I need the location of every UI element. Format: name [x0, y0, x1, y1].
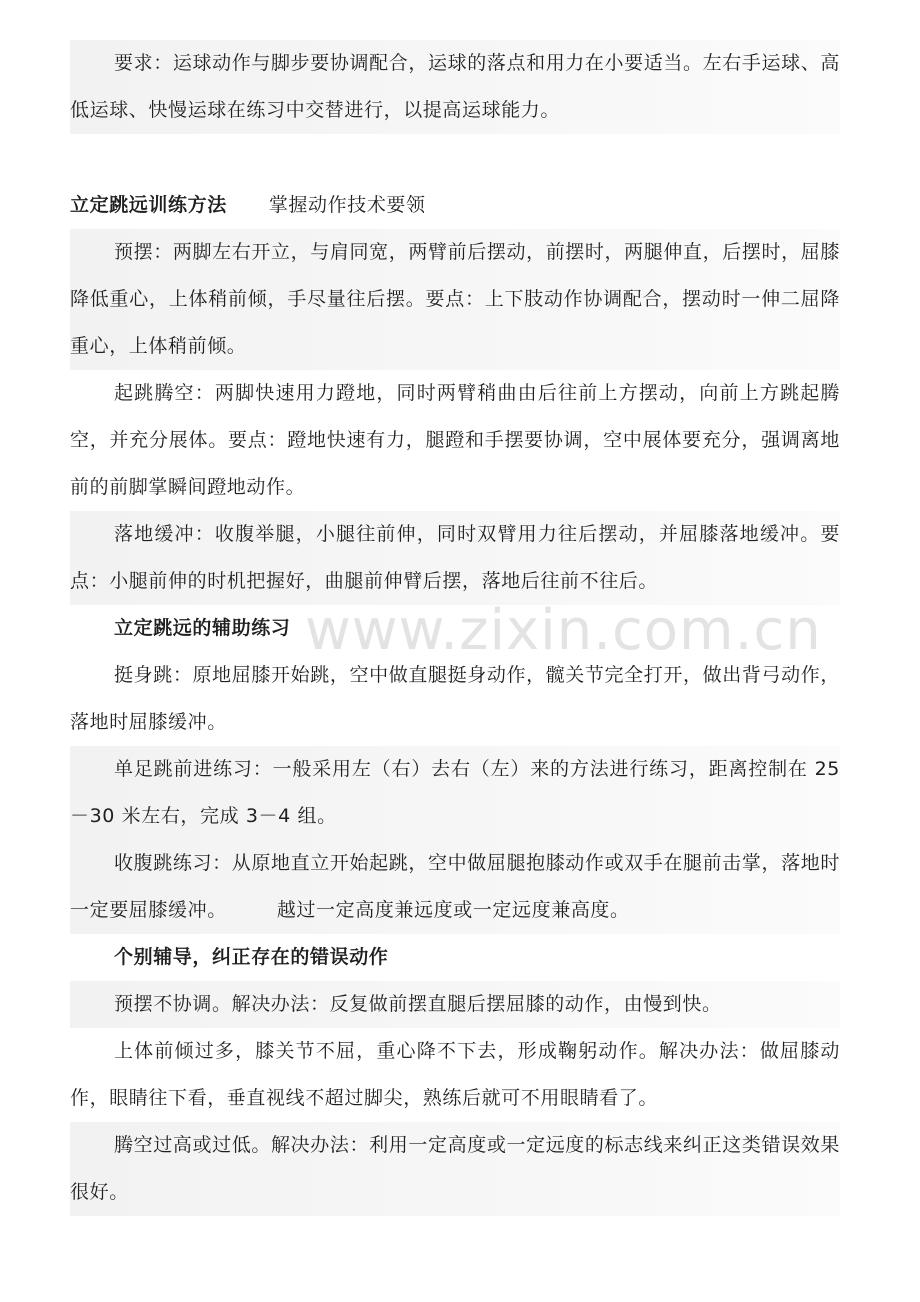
paragraph-error-2: 上体前倾过多，膝关节不屈，重心降不下去，形成鞠躬动作。解决办法：做屈膝动作，眼睛往下看，垂直视线不超过脚尖，熟练后就可不用眼睛看了。 — [70, 1040, 840, 1109]
paragraph-error-3: 腾空过高或过低。解决办法：利用一定高度或一定远度的标志线来纠正这类错误效果很好。 — [70, 1122, 840, 1216]
tuck-jump-text: 收腹跳练习：从原地直立开始起跳，空中做屈腿抱膝动作或双手在腿前击掌，落地时一定要屈膝缓冲。 — [70, 852, 840, 921]
section-heading-training-method — [70, 182, 840, 229]
document-body — [70, 40, 840, 1216]
section-heading-correction: 个别辅导，纠正存在的错误动作 — [114, 946, 389, 968]
paragraph-single-leg: 单足跳前进练习：一般采用左（右）去右（左）来的方法进行练习，距离控制在 25－30 米左右，完成 3－4 组。 — [70, 746, 840, 840]
paragraph-tuck-jump — [70, 840, 840, 934]
paragraph-preswing: 预摆：两脚左右开立，与肩同宽，两臂前后摆动，前摆时，两腿伸直，后摆时，屈膝降低重心，上体稍前倾，手尽量往后摆。要点：上下肢动作协调配合，摆动时一伸二屈降重心，上体稍前倾。 — [70, 229, 840, 370]
section-heading-auxiliary: 立定跳远的辅助练习 — [114, 617, 291, 639]
paragraph-straight-jump: 挺身跳：原地屈膝开始跳，空中做直腿挺身动作，髋关节完全打开，做出背弓动作，落地时屈膝缓冲。 — [70, 664, 840, 733]
paragraph-requirement: 要求：运球动作与脚步要协调配合，运球的落点和用力在小要适当。左右手运球、高低运球、快慢运球在练习中交替进行，以提高运球能力。 — [70, 40, 840, 134]
section-title: 立定跳远训练方法 — [70, 194, 227, 216]
tuck-jump-extra-text: 越过一定高度兼远度或一定远度兼高度。 — [276, 899, 630, 921]
paragraph-takeoff: 起跳腾空：两脚快速用力蹬地，同时两臂稍曲由后往前上方摆动，向前上方跳起腾空，并充分展体。要点：蹬地快速有力，腿蹬和手摆要协调，空中展体要充分，强调离地前的前脚掌瞬间蹬地动作。 — [70, 382, 840, 498]
spacer — [70, 134, 840, 182]
paragraph-error-1: 预摆不协调。解决办法：反复做前摆直腿后摆屈膝的动作，由慢到快。 — [70, 981, 840, 1028]
watermark-text: www.zixin.com.cn — [305, 598, 822, 663]
paragraph-landing: 落地缓冲：收腹举腿，小腿往前伸，同时双臂用力往后摆动，并屈膝落地缓冲。要点：小腿前伸的时机把握好，曲腿前伸臂后摆，落地后往前不往后。 — [70, 511, 840, 605]
section-subtitle: 掌握动作技术要领 — [268, 194, 426, 216]
